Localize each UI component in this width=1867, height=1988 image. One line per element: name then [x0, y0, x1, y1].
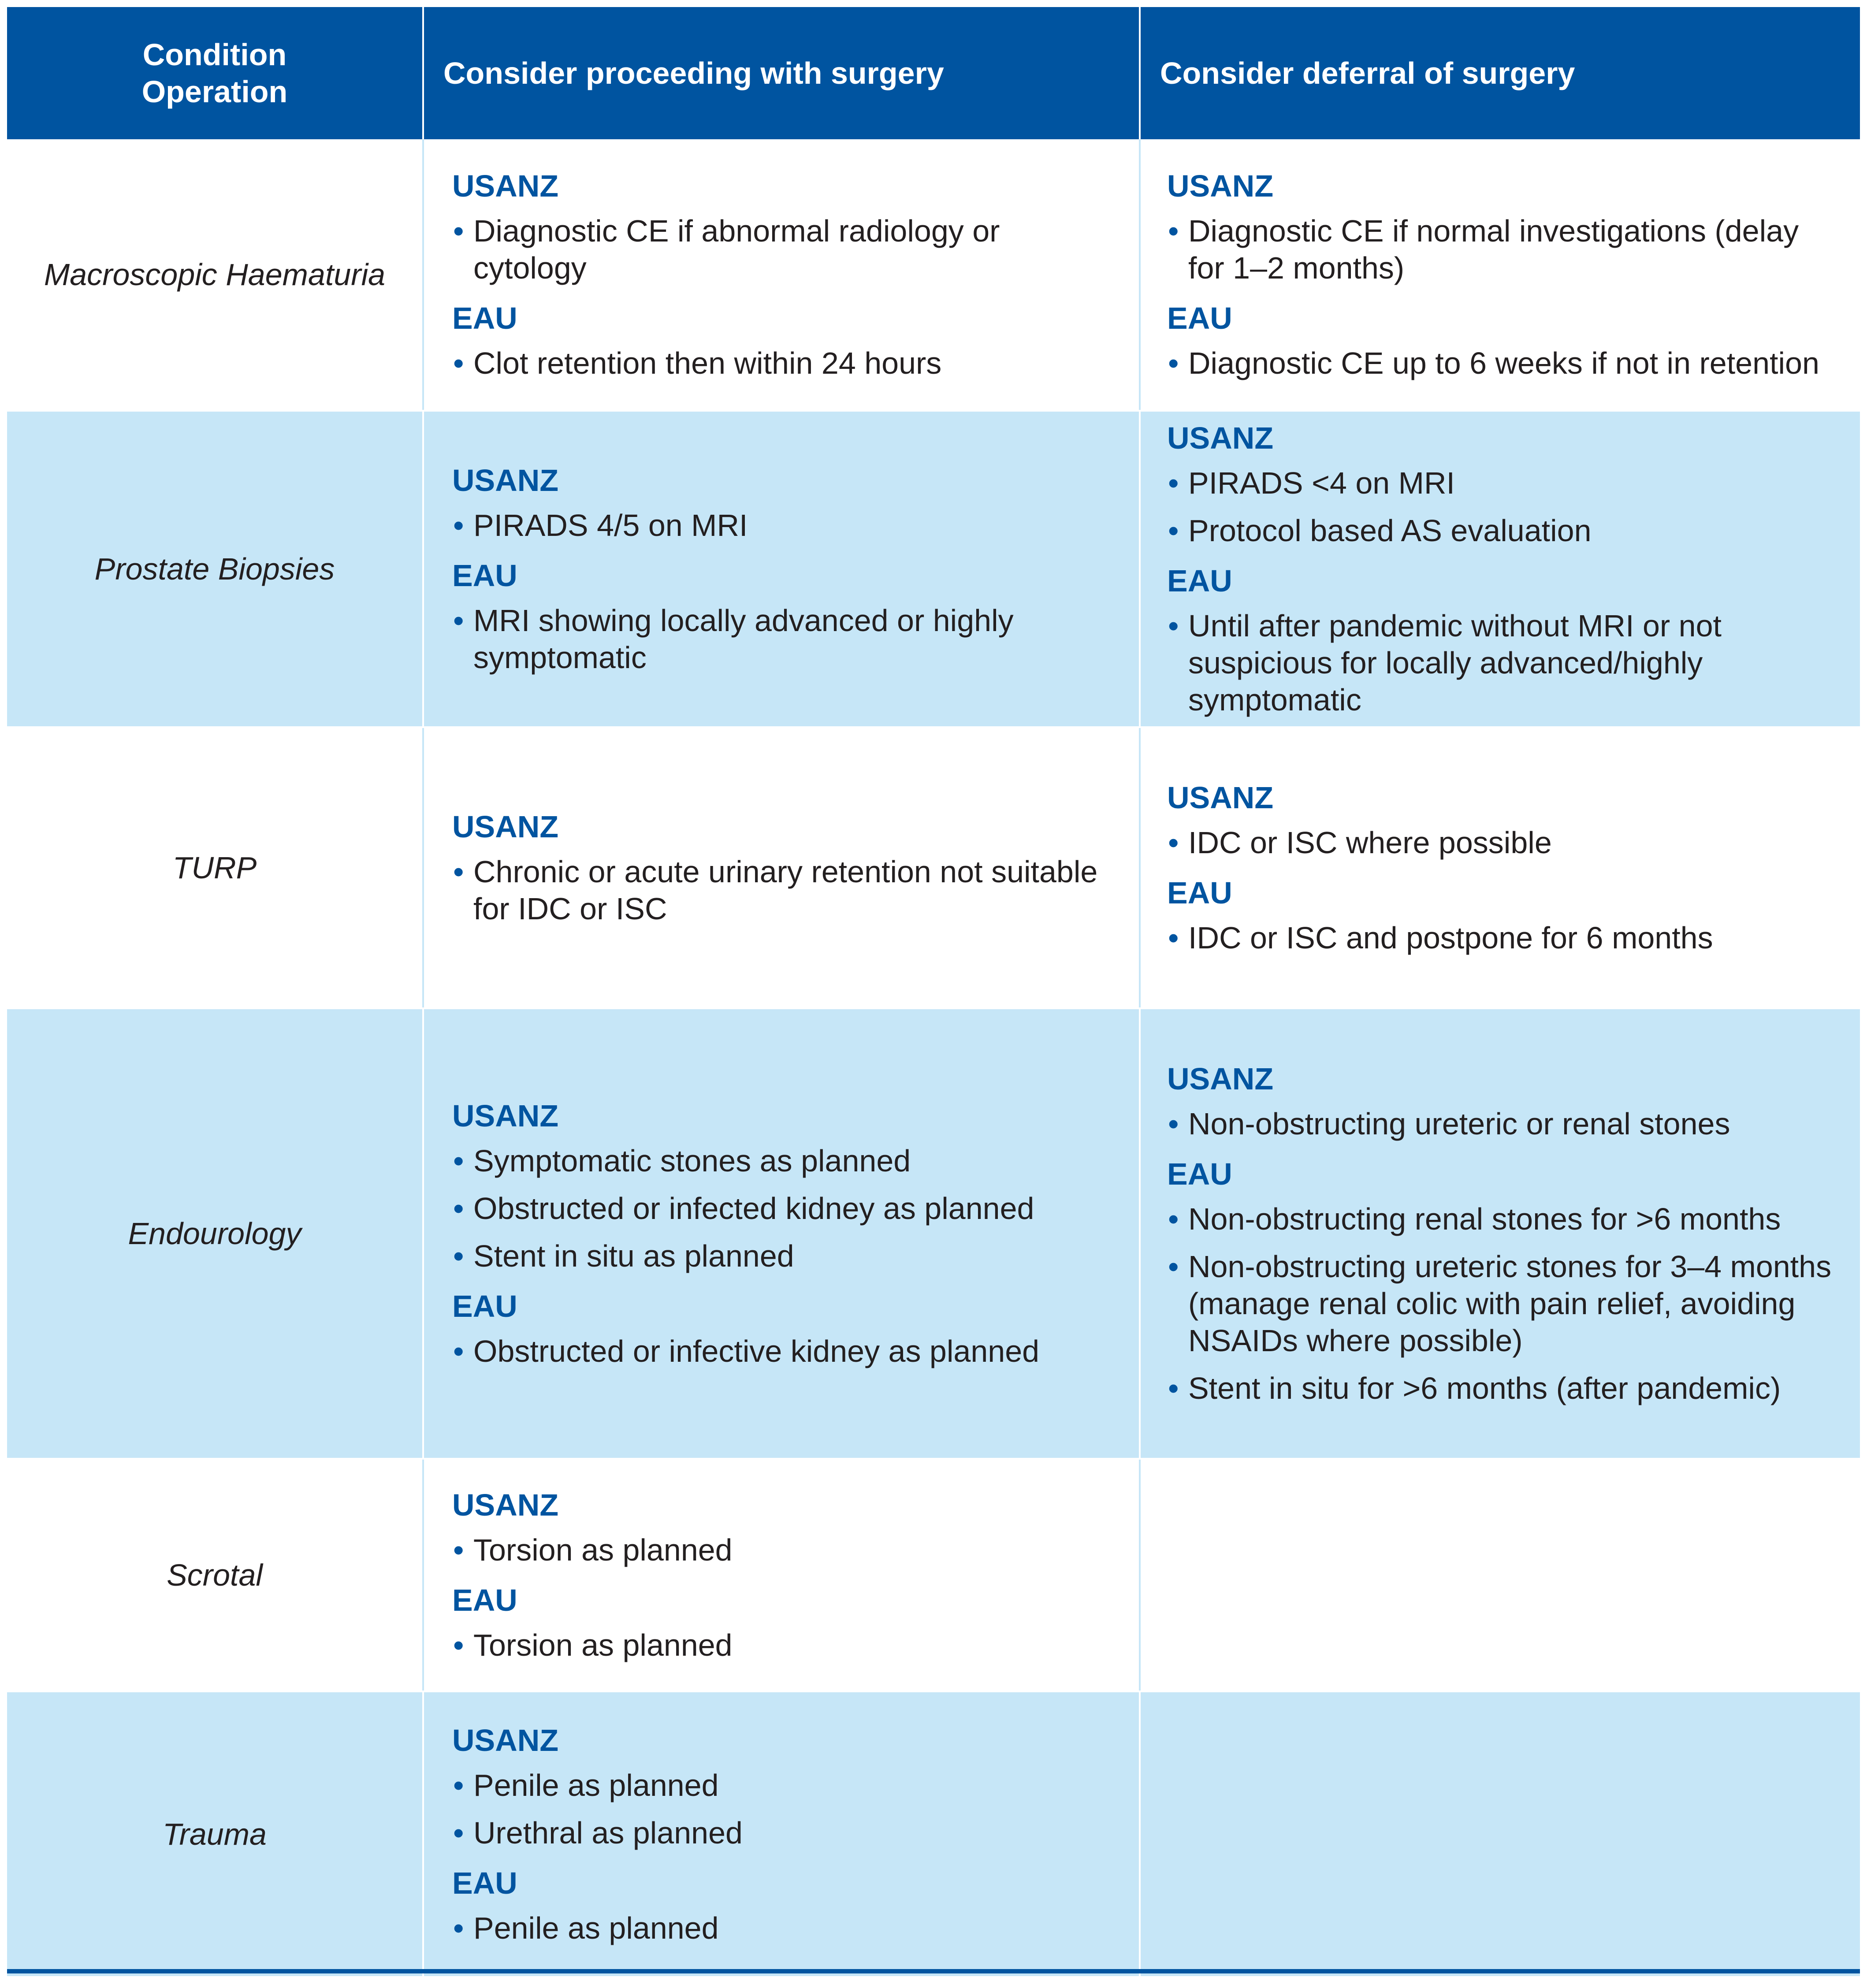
recommendation-list — [452, 1910, 1121, 1947]
bullet-icon: • — [1168, 1371, 1179, 1405]
defer-cell — [1141, 1692, 1860, 1976]
organization-label: EAU — [452, 1289, 517, 1323]
list-item — [452, 212, 1121, 286]
table-row — [7, 1009, 1860, 1458]
recommendation-list — [452, 345, 1121, 382]
bullet-icon: • — [1168, 921, 1179, 955]
organization-label: EAU — [452, 301, 517, 335]
list-item-text: Non-obstructing renal stones for >6 months — [1188, 1202, 1781, 1236]
bullet-icon: • — [453, 1628, 464, 1662]
organization-label: USANZ — [452, 169, 559, 203]
organization-label: USANZ — [1167, 169, 1274, 203]
organization-label: EAU — [1167, 301, 1232, 335]
recommendation-list — [1167, 824, 1842, 861]
proceed-cell — [424, 1009, 1139, 1458]
list-item-text: Clot retention then within 24 hours — [473, 346, 942, 380]
recommendation-list — [1167, 919, 1842, 956]
bullet-icon: • — [1168, 466, 1179, 500]
list-item-text: Obstructed or infective kidney as planned — [473, 1334, 1040, 1368]
condition-cell: Macroscopic Haematuria — [44, 257, 386, 292]
list-item-text: Stent in situ as planned — [473, 1239, 794, 1273]
list-item — [452, 1237, 1121, 1275]
bullet-icon: • — [1168, 1202, 1179, 1236]
recommendation-list — [452, 212, 1121, 286]
organization-label: USANZ — [452, 463, 559, 498]
bullet-icon: • — [453, 855, 464, 889]
table-row — [7, 728, 1860, 1007]
list-item-text: Protocol based AS evaluation — [1188, 513, 1592, 548]
bullet-icon: • — [1168, 513, 1179, 548]
list-item-text: Penile as planned — [473, 1911, 719, 1945]
organization-label: USANZ — [452, 810, 559, 844]
list-item — [452, 1531, 1121, 1568]
table-row — [7, 412, 1860, 726]
bullet-icon: • — [453, 603, 464, 638]
condition-cell: Scrotal — [167, 1558, 263, 1592]
list-item — [452, 1767, 1121, 1804]
list-item — [1167, 1248, 1842, 1359]
proceed-cell — [424, 728, 1139, 1007]
organization-label: EAU — [1167, 564, 1232, 598]
list-item — [1167, 824, 1842, 861]
condition-cell: Trauma — [163, 1817, 267, 1851]
recommendation-list — [1167, 607, 1842, 718]
list-item-text: Torsion as planned — [473, 1533, 733, 1567]
list-item — [452, 1190, 1121, 1227]
list-item-text: Diagnostic CE up to 6 weeks if not in retention — [1188, 346, 1819, 380]
list-item — [1167, 1105, 1842, 1142]
bullet-icon: • — [453, 214, 464, 248]
bullet-icon: • — [453, 1816, 464, 1850]
table-row — [7, 139, 1860, 410]
organization-label: EAU — [1167, 876, 1232, 910]
table-bottom-rule — [7, 1969, 1860, 1973]
organization-label: EAU — [452, 1866, 517, 1900]
list-item — [1167, 1370, 1842, 1407]
header-condition-label: Condition Operation — [141, 37, 288, 109]
list-item-text: Obstructed or infected kidney as planned — [473, 1191, 1034, 1226]
recommendation-list — [452, 602, 1121, 676]
list-item — [452, 853, 1121, 927]
list-item-text: Penile as planned — [473, 1768, 719, 1802]
organization-label: USANZ — [1167, 421, 1274, 455]
proceed-cell — [424, 1692, 1139, 1976]
list-item — [452, 345, 1121, 382]
recommendation-list — [452, 1627, 1121, 1664]
list-item-text: Non-obstructing ureteric stones for 3–4 months (manage renal colic with pain relief, avoiding NSAIDs where possible) — [1188, 1249, 1832, 1358]
list-item — [1167, 212, 1842, 286]
list-item — [452, 1333, 1121, 1370]
bullet-icon: • — [453, 508, 464, 543]
list-item — [1167, 919, 1842, 956]
condition-cell: TURP — [172, 851, 257, 885]
list-item-text: PIRADS <4 on MRI — [1188, 466, 1455, 500]
recommendation-list — [1167, 1200, 1842, 1407]
defer-cell — [1141, 412, 1860, 726]
list-item-text: Stent in situ for >6 months (after pandemic) — [1188, 1371, 1781, 1405]
list-item-text: IDC or ISC and postpone for 6 months — [1188, 921, 1713, 955]
defer-cell — [1141, 1460, 1860, 1691]
bullet-icon: • — [453, 1144, 464, 1178]
bullet-icon: • — [1168, 609, 1179, 643]
bullet-icon: • — [453, 1191, 464, 1226]
proceed-cell — [424, 1460, 1139, 1691]
list-item-text: MRI showing locally advanced or highly symptomatic — [473, 603, 1014, 675]
list-item-text: Diagnostic CE if normal investigations (delay for 1–2 months) — [1188, 214, 1799, 285]
organization-label: EAU — [452, 1583, 517, 1617]
recommendation-list — [1167, 1105, 1842, 1142]
list-item-text: Urethral as planned — [473, 1816, 743, 1850]
list-item — [1167, 607, 1842, 718]
list-item-text: Until after pandemic without MRI or not suspicious for locally advanced/highly symptomatic — [1188, 609, 1722, 717]
list-item-text: Torsion as planned — [473, 1628, 733, 1662]
header-defer-label: Consider deferral of surgery — [1160, 56, 1575, 90]
list-item — [1167, 345, 1842, 382]
condition-cell: Endourology — [128, 1216, 301, 1251]
list-item — [452, 602, 1121, 676]
recommendation-list — [452, 1333, 1121, 1370]
condition-cell: Prostate Biopsies — [94, 552, 335, 586]
bullet-icon: • — [453, 1334, 464, 1368]
recommendation-list — [452, 507, 1121, 544]
list-item-text: PIRADS 4/5 on MRI — [473, 508, 748, 543]
bullet-icon: • — [1168, 214, 1179, 248]
bullet-icon: • — [453, 1911, 464, 1945]
recommendation-list — [452, 1531, 1121, 1568]
proceed-cell — [424, 412, 1139, 726]
table-row — [7, 1460, 1860, 1691]
list-item — [452, 1910, 1121, 1947]
bullet-icon: • — [453, 1533, 464, 1567]
recommendation-list — [1167, 464, 1842, 549]
organization-label: EAU — [1167, 1157, 1232, 1191]
organization-label: USANZ — [1167, 780, 1274, 815]
bullet-icon: • — [1168, 1107, 1179, 1141]
list-item-text: IDC or ISC where possible — [1188, 825, 1552, 860]
organization-label: USANZ — [452, 1723, 559, 1758]
recommendation-list — [452, 1142, 1121, 1275]
list-item — [1167, 464, 1842, 502]
list-item-text: Symptomatic stones as planned — [473, 1144, 911, 1178]
organization-label: USANZ — [1167, 1062, 1274, 1096]
list-item — [452, 1814, 1121, 1851]
list-item — [452, 507, 1121, 544]
defer-cell — [1141, 728, 1860, 1007]
list-item — [452, 1142, 1121, 1179]
list-item-text: Diagnostic CE if abnormal radiology or cytology — [473, 214, 1000, 285]
header-proceed-label: Consider proceeding with surgery — [443, 56, 944, 90]
table-header — [7, 7, 1860, 139]
defer-cell — [1141, 1009, 1860, 1458]
defer-cell — [1141, 139, 1860, 410]
list-item-text: Chronic or acute urinary retention not suitable for IDC or ISC — [473, 855, 1098, 926]
bullet-icon: • — [1168, 825, 1179, 860]
list-item — [1167, 1200, 1842, 1237]
list-item-text: Non-obstructing ureteric or renal stones — [1188, 1107, 1730, 1141]
bullet-icon: • — [453, 1239, 464, 1273]
bullet-icon: • — [1168, 346, 1179, 380]
table-row — [7, 1692, 1860, 1976]
organization-label: USANZ — [452, 1488, 559, 1522]
recommendation-list — [1167, 345, 1842, 382]
proceed-cell — [424, 139, 1139, 410]
organization-label: USANZ — [452, 1099, 559, 1133]
bullet-icon: • — [453, 1768, 464, 1802]
bullet-icon: • — [1168, 1249, 1179, 1284]
recommendation-list — [1167, 212, 1842, 286]
header-proceed — [424, 7, 1139, 139]
organization-label: EAU — [452, 558, 517, 593]
recommendation-list — [452, 1767, 1121, 1851]
recommendation-list — [452, 853, 1121, 927]
list-item — [1167, 512, 1842, 549]
header-condition — [7, 7, 422, 139]
list-item — [452, 1627, 1121, 1664]
bullet-icon: • — [453, 346, 464, 380]
header-defer — [1141, 7, 1860, 139]
